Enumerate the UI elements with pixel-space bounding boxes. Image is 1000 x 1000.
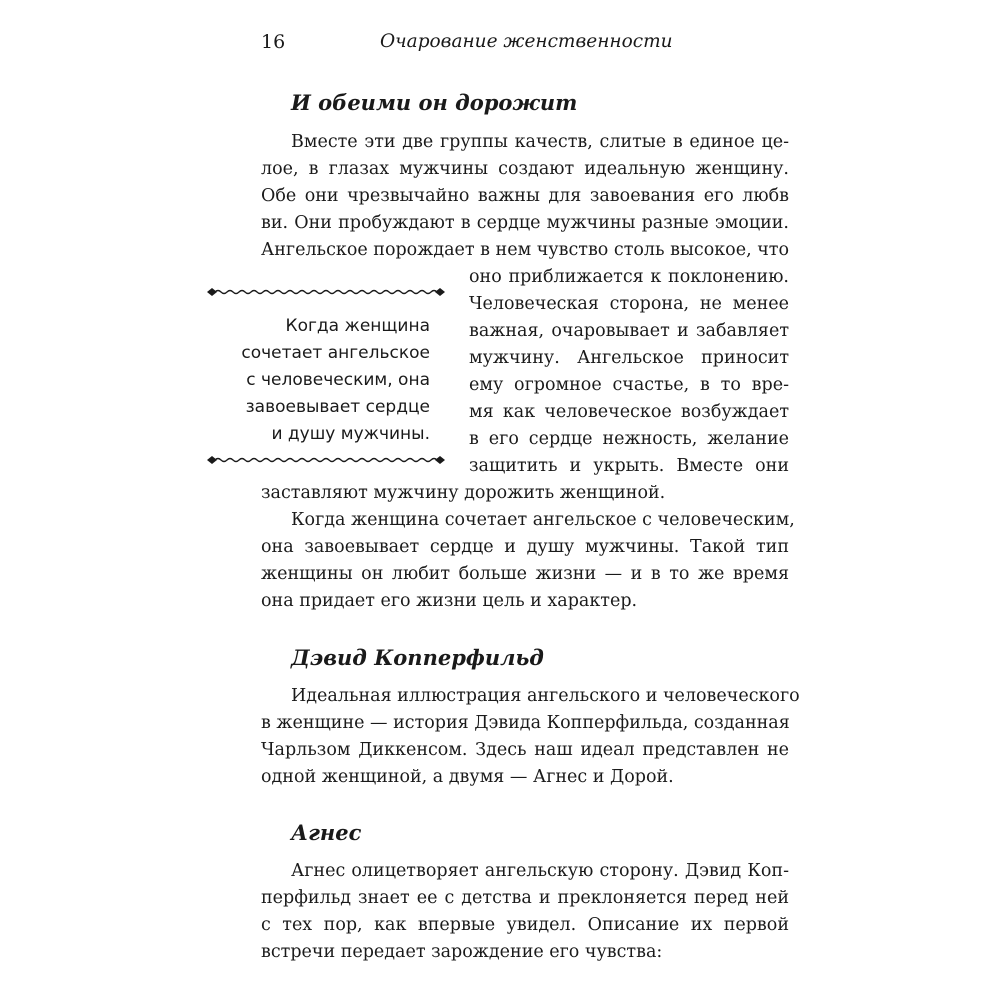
text-line: заставляют мужчину дорожить женщиной. — [261, 483, 666, 503]
section-heading-agnes: Агнес — [291, 820, 362, 845]
text-line: Чарльзом Диккенсом. Здесь наш идеал представлен не — [261, 740, 789, 760]
ornamental-rule-top — [205, 283, 447, 301]
pull-quote-line: завоевывает сердце — [245, 397, 430, 417]
running-title: Очарование женственности — [380, 31, 673, 52]
pull-quote-line: с человеческим, она — [246, 370, 430, 390]
text-line: мя как человеческое возбуждает — [469, 402, 789, 422]
text-line: защитить и укрыть. Вместе они — [469, 456, 789, 476]
text-line: ему огромное счастье, в то вре- — [469, 375, 789, 395]
text-line: важная, очаровывает и забавляет — [469, 321, 789, 341]
text-line: Когда женщина сочетает ангельское с человеческим, — [291, 510, 795, 530]
page-number: 16 — [261, 31, 286, 53]
text-line: Идеальная иллюстрация ангельского и человеческого — [291, 686, 800, 706]
section-heading-both-cherished: И обеими он дорожит — [291, 90, 578, 115]
text-line: перфильд знает ее с детства и преклоняется перед ней — [261, 888, 789, 908]
text-line: встречи передает зарождение его чувства: — [261, 942, 663, 962]
pull-quote-line: Когда женщина — [285, 316, 430, 336]
text-line: Человеческая сторона, не менее — [469, 294, 789, 314]
text-line: она придает его жизни цель и характер. — [261, 591, 638, 611]
ornamental-rule-bottom — [205, 451, 447, 469]
text-line: ви. Они пробуждают в сердце мужчины разные эмоции. — [261, 213, 789, 233]
text-line: лое, в глазах мужчины создают идеальную женщину. — [261, 159, 789, 179]
text-line: Обе они чрезвычайно важны для завоевания его любв — [261, 186, 789, 206]
text-line: в женщине — история Дэвида Копперфильда, созданная — [261, 713, 790, 733]
text-line: мужчину. Ангельское приносит — [469, 348, 789, 368]
text-line: оно приближается к поклонению. — [469, 267, 789, 287]
text-line: женщины он любит больше жизни — и в то же время — [261, 564, 789, 584]
text-line: с тех пор, как впервые увидел. Описание их первой — [261, 915, 789, 935]
text-line: Вместе эти две группы качеств, слитые в единое це- — [291, 132, 789, 152]
text-line: одной женщиной, а двумя — Агнес и Дорой. — [261, 767, 674, 787]
pull-quote — [205, 283, 447, 471]
pull-quote-line: сочетает ангельское — [241, 343, 430, 363]
text-line: Агнес олицетворяет ангельскую сторону. Дэвид Коп- — [291, 861, 789, 881]
text-line: в его сердце нежность, желание — [469, 429, 789, 449]
text-line: Ангельское порождает в нем чувство столь высокое, что — [261, 240, 789, 260]
section-heading-david-copperfield: Дэвид Копперфильд — [291, 645, 544, 670]
text-line: она завоевывает сердце и душу мужчины. Такой тип — [261, 537, 789, 557]
pull-quote-line: и душу мужчины. — [271, 424, 430, 444]
